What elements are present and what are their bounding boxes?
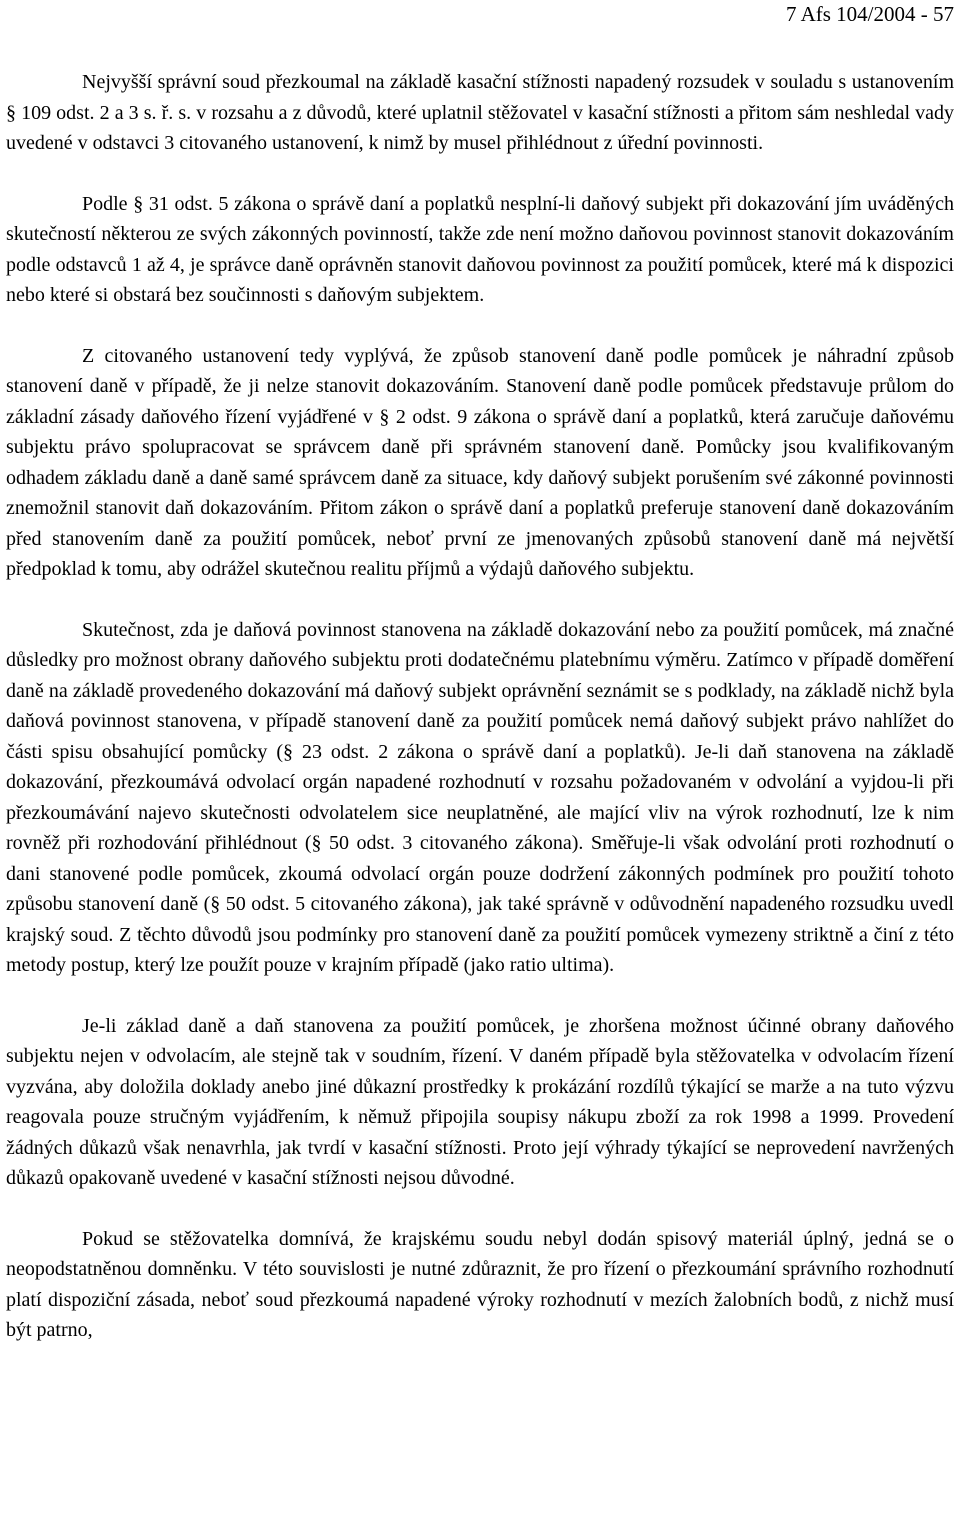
document-body [6,67,954,1346]
paragraph-defense-consequences: Skutečnost, zda je daňová povinnost stanovena na základě dokazování nebo za použití pomůcek, má značné důsledky pro možnost obrany daňového subjektu proti dodatečnému platebnímu výměru. Zatímco v případě doměření daně na základě provedeného dokazování má daňový subjekt oprávnění seznámit se s podklady, na základě nichž byla daňová povinnost stanovena, v případě stanovení daně za použití pomůcek nemá daňový subjekt právo nahlížet do části spisu obsahující pomůcky (§ 23 odst. 2 zákona o správě daní a poplatků). Je-li daň stanovena na základě dokazování, přezkoumává odvolací orgán napadené rozhodnutí v rozsahu požadovaném v odvolání a vyjdou-li při přezkoumávání najevo skutečnosti odvolatelem sice neuplatněné, ale mající vliv na výrok rozhodnutí, lze k nim rovněž při rozhodování přihlédnout (§ 50 odst. 3 citovaného zákona). Směřuje-li však odvolání proti rozhodnutí o dani stanovené podle pomůcek, zkoumá odvolací orgán pouze dodržení zákonných podmínek pro použití tohoto způsobu stanovení daně (§ 50 odst. 5 citovaného zákona), jak také správně v odůvodnění napadeného rozsudku uvedl krajský soud. Z těchto důvodů jsou podmínky pro stanovení daně za použití pomůcek vymezeny striktně a činí z této metody postup, který lze použít pouze v krajním případě (jako ratio ultima). [6,618,954,976]
case-reference: 7 Afs 104/2004 - 57 [786,2,954,26]
paragraph-review-scope: Nejvyšší správní soud přezkoumal na základě kasační stížnosti napadený rozsudek v souladu s ustanovením § 109 odst. 2 a 3 s. ř. s. v rozsahu a z důvodů, které uplatnil stěžovatel v kasační stížnosti a přitom sám neshledal vady uvedené v odstavci 3 citovaného ustanovení, k nimž by musel přihlédnout z úřední povinnosti. [6,71,954,154]
paragraph-file-completeness: Pokud se stěžovatelka domnívá, že krajskému soudu nebyl dodán spisový materiál úplný, jedná se o neopodstatněnou domněnku. V této souvislosti je nutné zdůraznit, že pro řízení o přezkoumání správního rozhodnutí platí dispoziční zásada, neboť soud přezkoumá napadené výroky rozhodnutí v mezích žalobních bodů, z nichž musí být patrno, [6,1227,954,1341]
paragraph-appeal-procedure: Je-li základ daně a daň stanovena za použití pomůcek, je zhoršena možnost účinné obrany daňového subjektu nejen v odvolacím, ale stejně tak v soudním, řízení. V daném případě byla stěžovatelka v odvolacím řízení vyzvána, aby doložila doklady anebo jiné důkazní prostředky k prokázání rozdílů týkající se marže a na tuto výzvu reagovala pouze stručným vyjádřením, k němuž připojila soupisy nákupu zboží za rok 1998 a 1999. Provedení žádných důkazů však nenavrhla, jak tvrdí v kasační stížnosti. Proto její výhrady týkající se neprovedení navržených důkazů opakovaně uvedené v kasační stížnosti nejsou důvodné. [6,1014,954,1189]
paragraph-estimation-method: Z citovaného ustanovení tedy vyplývá, že způsob stanovení daně podle pomůcek je náhradní způsob stanovení daně v případě, že ji nelze stanovit dokazováním. Stanovení daně podle pomůcek představuje průlom do základní zásady daňového řízení vyjádřené v § 2 odst. 9 zákona o správě daní a poplatků, která zaručuje daňovému subjektu právo spolupracovat se správcem daně při správném stanovení daně. Pomůcky jsou kvalifikovaným odhadem základu daně a daně samé správcem daně za situace, kdy daňový subjekt porušením své zákonné povinnosti znemožnil stanovit daň dokazováním. Přitom zákon o správě daní a poplatků preferuje stanovení daně dokazováním před stanovením daně za použití pomůcek, neboť první ze jmenovaných způsobů stanovení daně má největší předpoklad k tomu, aby odrážel skutečnou realitu příjmů a výdajů daňového subjektu. [6,344,954,580]
paragraph-section-31: Podle § 31 odst. 5 zákona o správě daní a poplatků nesplní-li daňový subjekt při dokazování jím uváděných skutečností některou ze svých zákonných povinností, takže zde není možno daňovou povinnost stanovit dokazováním podle odstavců 1 až 4, je správce daně oprávněn stanovit daňovou povinnost za použití pomůcek, které má k dispozici nebo které si obstará bez součinnosti s daňovým subjektem. [6,192,954,306]
